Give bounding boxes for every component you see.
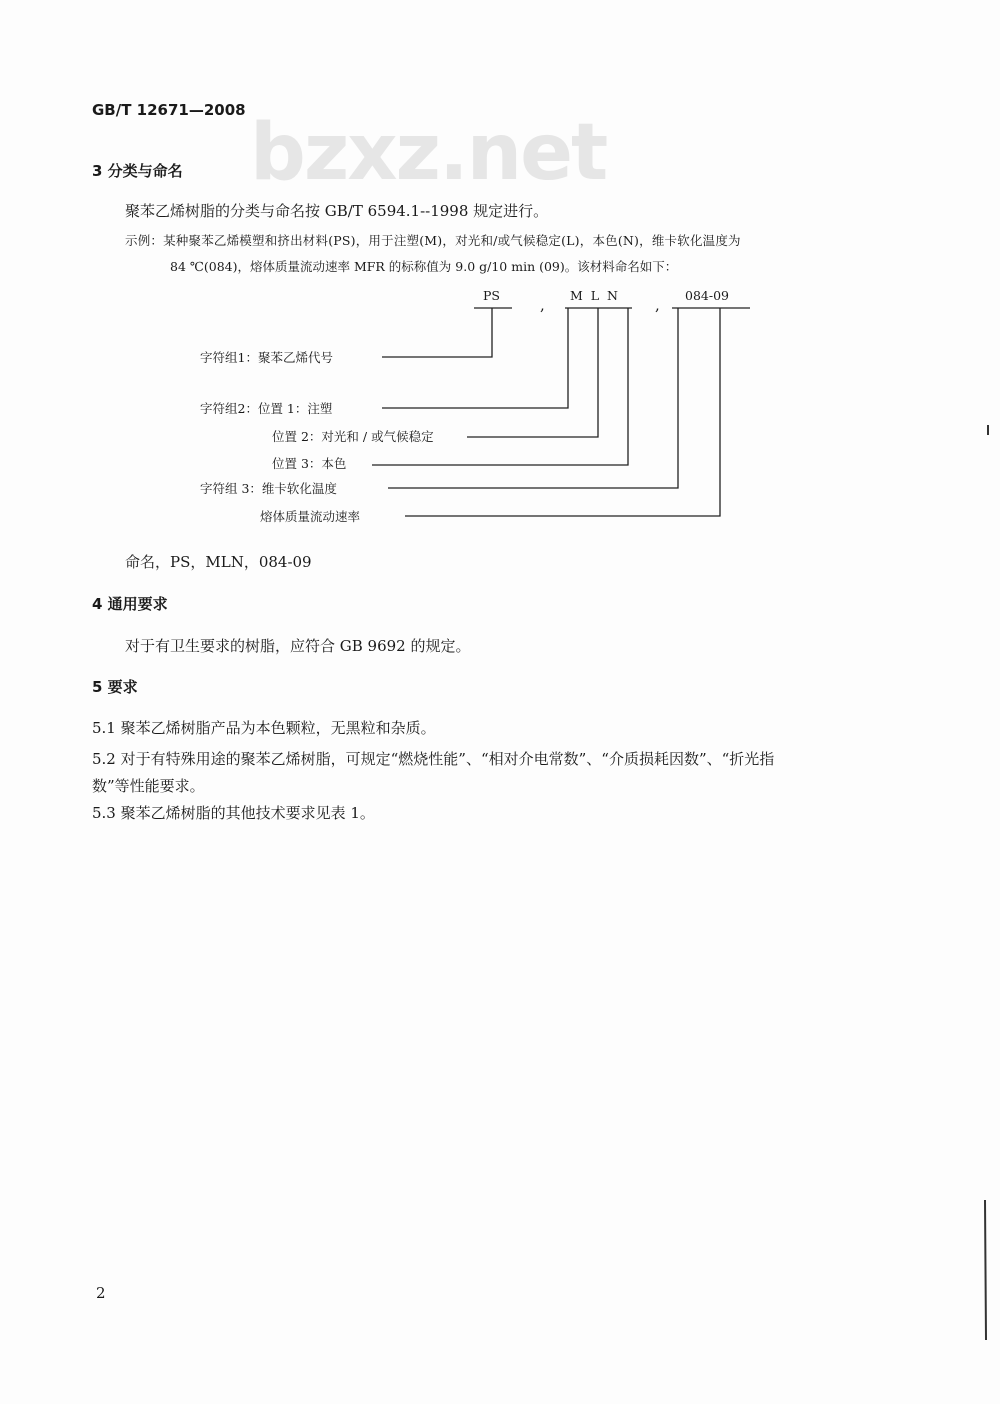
separator-1: , [540, 296, 545, 314]
clause-5-2-cont: 数”等性能要求。 [92, 777, 205, 795]
example-line-1: 示例：某种聚苯乙烯模塑和挤出材料(PS)，用于注塑(M)，对光和/或气候稳定(L)，本色(N)，维卡软化温度为 [125, 233, 741, 248]
label-mfr: 熔体质量流动速率 [260, 509, 361, 524]
section-4-para: 对于有卫生要求的树脂，应符合 GB 9692 的规定。 [125, 637, 471, 655]
label-pos-2: 位置 2：对光和 / 或气候稳定 [272, 429, 434, 444]
label-group-1: 字符组1：聚苯乙烯代号 [200, 350, 333, 365]
code-group-1: PS [483, 288, 500, 303]
label-pos-3: 位置 3：本色 [272, 456, 347, 471]
watermark: bzxz.net [250, 108, 607, 198]
clause-5-3: 5.3 聚苯乙烯树脂的其他技术要求见表 1。 [92, 804, 375, 822]
clause-5-2: 5.2 对于有特殊用途的聚苯乙烯树脂，可规定“燃烧性能”、“相对介电常数”、“介质损耗因数”、“折光指 [92, 750, 775, 768]
section-5-title: 5 要求 [92, 678, 138, 696]
separator-2: , [655, 296, 660, 314]
section-4-title: 4 通用要求 [92, 595, 168, 613]
section-3-para: 聚苯乙烯树脂的分类与命名按 GB/T 6594.1--1998 规定进行。 [125, 202, 549, 220]
section-3-title: 3 分类与命名 [92, 162, 183, 180]
code-group-3: 084-09 [685, 288, 729, 303]
example-line-2: 84 ℃(084)，熔体质量流动速率 MFR 的标称值为 9.0 g/10 min (09)。该材料命名如下： [170, 259, 678, 274]
standard-number: GB/T 12671—2008 [92, 101, 246, 119]
naming-result: 命名，PS，MLN，084-09 [125, 553, 312, 571]
label-group-2-pos-1: 字符组2：位置 1：注塑 [200, 401, 333, 416]
clause-5-1: 5.1 聚苯乙烯树脂产品为本色颗粒，无黑粒和杂质。 [92, 719, 436, 737]
page-number: 2 [96, 1284, 106, 1302]
label-group-3: 字符组 3：维卡软化温度 [200, 481, 337, 496]
code-group-2: M L N [570, 288, 620, 303]
